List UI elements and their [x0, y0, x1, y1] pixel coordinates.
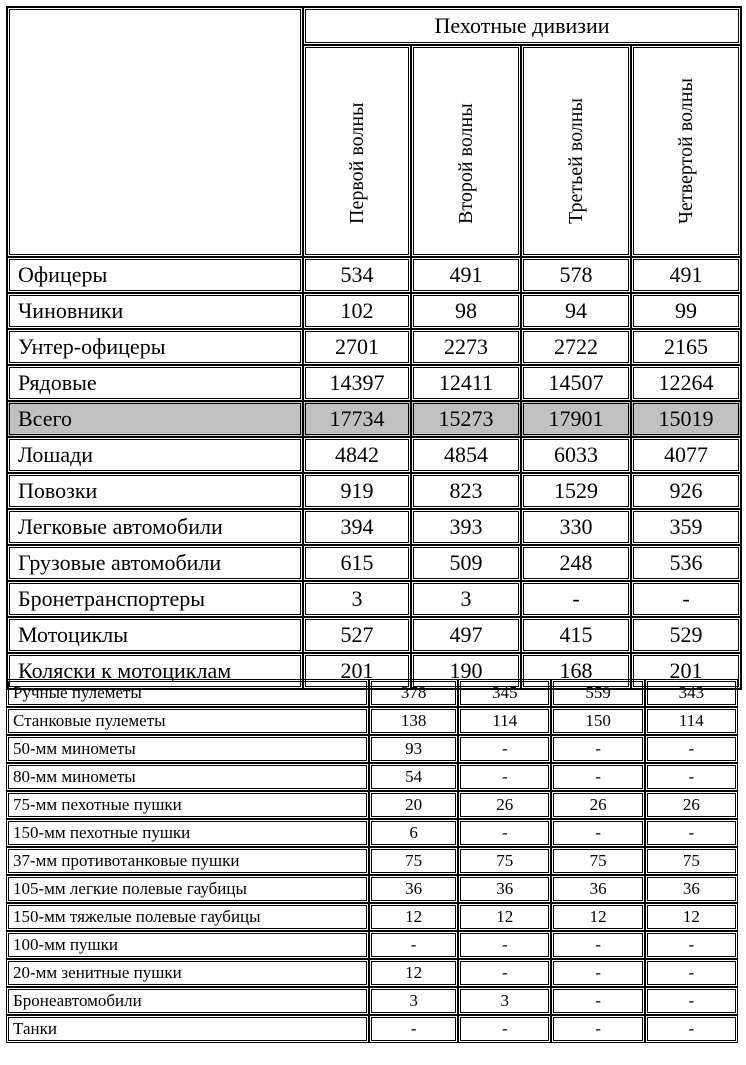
table-row — [6, 1015, 738, 1043]
table-row — [7, 473, 741, 509]
table-cell: - — [551, 819, 644, 847]
table-cell: 4077 — [631, 437, 741, 473]
table-cell: 36 — [458, 875, 551, 903]
table-cell: 343 — [645, 679, 738, 707]
table-row — [6, 791, 738, 819]
column-header-label: Четвертой волны — [675, 78, 698, 224]
column-header — [303, 45, 411, 257]
row-label: Танки — [6, 1015, 369, 1043]
table-row — [6, 679, 738, 707]
table-cell: 94 — [521, 293, 631, 329]
row-label: Повозки — [7, 473, 303, 509]
table-cell: 75 — [645, 847, 738, 875]
table-cell: - — [521, 581, 631, 617]
table-cell: 6 — [369, 819, 458, 847]
table-cell: - — [551, 987, 644, 1015]
table-cell: 4854 — [411, 437, 521, 473]
table-cell: 102 — [303, 293, 411, 329]
personnel-table — [6, 6, 742, 690]
row-label: Чиновники — [7, 293, 303, 329]
table-row — [7, 329, 741, 365]
table-cell: 36 — [369, 875, 458, 903]
table-cell: 3 — [458, 987, 551, 1015]
row-label: Всего — [7, 401, 303, 437]
table-cell: - — [458, 763, 551, 791]
table-cell: 509 — [411, 545, 521, 581]
table-cell: 919 — [303, 473, 411, 509]
table-cell: 3 — [411, 581, 521, 617]
table-row — [7, 545, 741, 581]
table-cell: 393 — [411, 509, 521, 545]
table-cell: 168 — [521, 653, 631, 689]
table-row — [7, 509, 741, 545]
table-cell: - — [645, 959, 738, 987]
table-cell: - — [551, 735, 644, 763]
table-cell: 4842 — [303, 437, 411, 473]
table-cell: - — [645, 819, 738, 847]
table-cell: - — [458, 931, 551, 959]
table-cell: 3 — [369, 987, 458, 1015]
row-label: Мотоциклы — [7, 617, 303, 653]
table-row — [6, 763, 738, 791]
table-row — [6, 735, 738, 763]
row-label: 37-мм противотанковые пушки — [6, 847, 369, 875]
table-cell: 12264 — [631, 365, 741, 401]
column-header — [521, 45, 631, 257]
table-cell: 527 — [303, 617, 411, 653]
table-cell: 75 — [551, 847, 644, 875]
table-cell: 75 — [458, 847, 551, 875]
table-cell: - — [551, 931, 644, 959]
table-cell: 17901 — [521, 401, 631, 437]
table-cell: 3 — [303, 581, 411, 617]
table-cell: 491 — [411, 257, 521, 293]
table-cell: 26 — [551, 791, 644, 819]
table-cell: 12 — [369, 903, 458, 931]
table-row — [7, 437, 741, 473]
table-row — [6, 903, 738, 931]
table-cell: 150 — [551, 707, 644, 735]
column-header — [411, 45, 521, 257]
table-cell: 529 — [631, 617, 741, 653]
table-cell: 534 — [303, 257, 411, 293]
table-cell: 536 — [631, 545, 741, 581]
corner-cell — [7, 7, 303, 257]
table-cell: - — [645, 1015, 738, 1043]
column-header — [631, 45, 741, 257]
table-cell: - — [645, 763, 738, 791]
table-cell: 75 — [369, 847, 458, 875]
row-label: 80-мм минометы — [6, 763, 369, 791]
table-cell: 201 — [631, 653, 741, 689]
table-cell: 559 — [551, 679, 644, 707]
table-cell: 12411 — [411, 365, 521, 401]
table-cell: 578 — [521, 257, 631, 293]
table-cell: 26 — [645, 791, 738, 819]
table-cell: 14507 — [521, 365, 631, 401]
table-row — [7, 257, 741, 293]
table-cell: - — [645, 931, 738, 959]
table-cell: 12 — [458, 903, 551, 931]
table-cell: 497 — [411, 617, 521, 653]
row-label: Унтер-офицеры — [7, 329, 303, 365]
table-cell: 114 — [458, 707, 551, 735]
table-cell: - — [458, 1015, 551, 1043]
table-cell: 926 — [631, 473, 741, 509]
table-cell: - — [631, 581, 741, 617]
row-label: Бронетранспортеры — [7, 581, 303, 617]
table-cell: 12 — [551, 903, 644, 931]
table-cell: 378 — [369, 679, 458, 707]
table-cell: 415 — [521, 617, 631, 653]
row-label: 20-мм зенитные пушки — [6, 959, 369, 987]
table-cell: 138 — [369, 707, 458, 735]
table-cell: 12 — [645, 903, 738, 931]
table-row — [6, 959, 738, 987]
table-row — [6, 847, 738, 875]
table-cell: 98 — [411, 293, 521, 329]
table-cell: 248 — [521, 545, 631, 581]
table-cell: 823 — [411, 473, 521, 509]
table-cell: 36 — [551, 875, 644, 903]
column-header-label: Первой волны — [346, 102, 368, 224]
column-header-label: Второй волны — [455, 103, 477, 224]
table-cell: - — [458, 735, 551, 763]
table-cell: - — [645, 987, 738, 1015]
weapons-table — [6, 679, 738, 1043]
table-cell: 36 — [645, 875, 738, 903]
table-row — [7, 617, 741, 653]
row-label: 100-мм пушки — [6, 931, 369, 959]
table-row — [6, 875, 738, 903]
table-cell: 2701 — [303, 329, 411, 365]
table-cell: 15273 — [411, 401, 521, 437]
table-cell: 54 — [369, 763, 458, 791]
row-label: Станковые пулеметы — [6, 707, 369, 735]
table-cell: 491 — [631, 257, 741, 293]
table-cell: - — [458, 819, 551, 847]
table-row — [6, 987, 738, 1015]
row-label: 150-мм пехотные пушки — [6, 819, 369, 847]
group-title: Пехотные дивизии — [303, 7, 741, 45]
row-label: 75-мм пехотные пушки — [6, 791, 369, 819]
table-row — [7, 581, 741, 617]
row-label: Бронеавтомобили — [6, 987, 369, 1015]
row-label: Лошади — [7, 437, 303, 473]
table-cell: 190 — [411, 653, 521, 689]
row-label: 150-мм тяжелые полевые гаубицы — [6, 903, 369, 931]
table-cell: 12 — [369, 959, 458, 987]
table-cell: 1529 — [521, 473, 631, 509]
table-cell: 14397 — [303, 365, 411, 401]
table-row — [6, 819, 738, 847]
row-label: Грузовые автомобили — [7, 545, 303, 581]
table-cell: 201 — [303, 653, 411, 689]
table-cell: 20 — [369, 791, 458, 819]
table-row — [6, 707, 738, 735]
table-cell: 615 — [303, 545, 411, 581]
table-cell: 2273 — [411, 329, 521, 365]
table-cell: - — [551, 959, 644, 987]
row-label: 50-мм минометы — [6, 735, 369, 763]
table-row — [7, 293, 741, 329]
table-cell: 345 — [458, 679, 551, 707]
column-header-label: Третьей волны — [565, 98, 587, 224]
table-cell: - — [551, 1015, 644, 1043]
table-cell: 359 — [631, 509, 741, 545]
row-label: Офицеры — [7, 257, 303, 293]
table-cell: 15019 — [631, 401, 741, 437]
table-cell: - — [369, 931, 458, 959]
row-label: Легковые автомобили — [7, 509, 303, 545]
table-row — [7, 401, 741, 437]
table-cell: 394 — [303, 509, 411, 545]
table-cell: 26 — [458, 791, 551, 819]
table-cell: - — [551, 763, 644, 791]
row-label: Ручные пулеметы — [6, 679, 369, 707]
table-cell: 17734 — [303, 401, 411, 437]
table-row — [7, 365, 741, 401]
row-label: Рядовые — [7, 365, 303, 401]
table-cell: 93 — [369, 735, 458, 763]
row-label: Коляски к мотоциклам — [7, 653, 303, 689]
table-cell: - — [645, 735, 738, 763]
table-cell: 114 — [645, 707, 738, 735]
table-cell: 99 — [631, 293, 741, 329]
table-cell: 6033 — [521, 437, 631, 473]
table-cell: 330 — [521, 509, 631, 545]
table-row — [6, 931, 738, 959]
table-cell: - — [369, 1015, 458, 1043]
table-cell: - — [458, 959, 551, 987]
row-label: 105-мм легкие полевые гаубицы — [6, 875, 369, 903]
table-cell: 2722 — [521, 329, 631, 365]
table-cell: 2165 — [631, 329, 741, 365]
